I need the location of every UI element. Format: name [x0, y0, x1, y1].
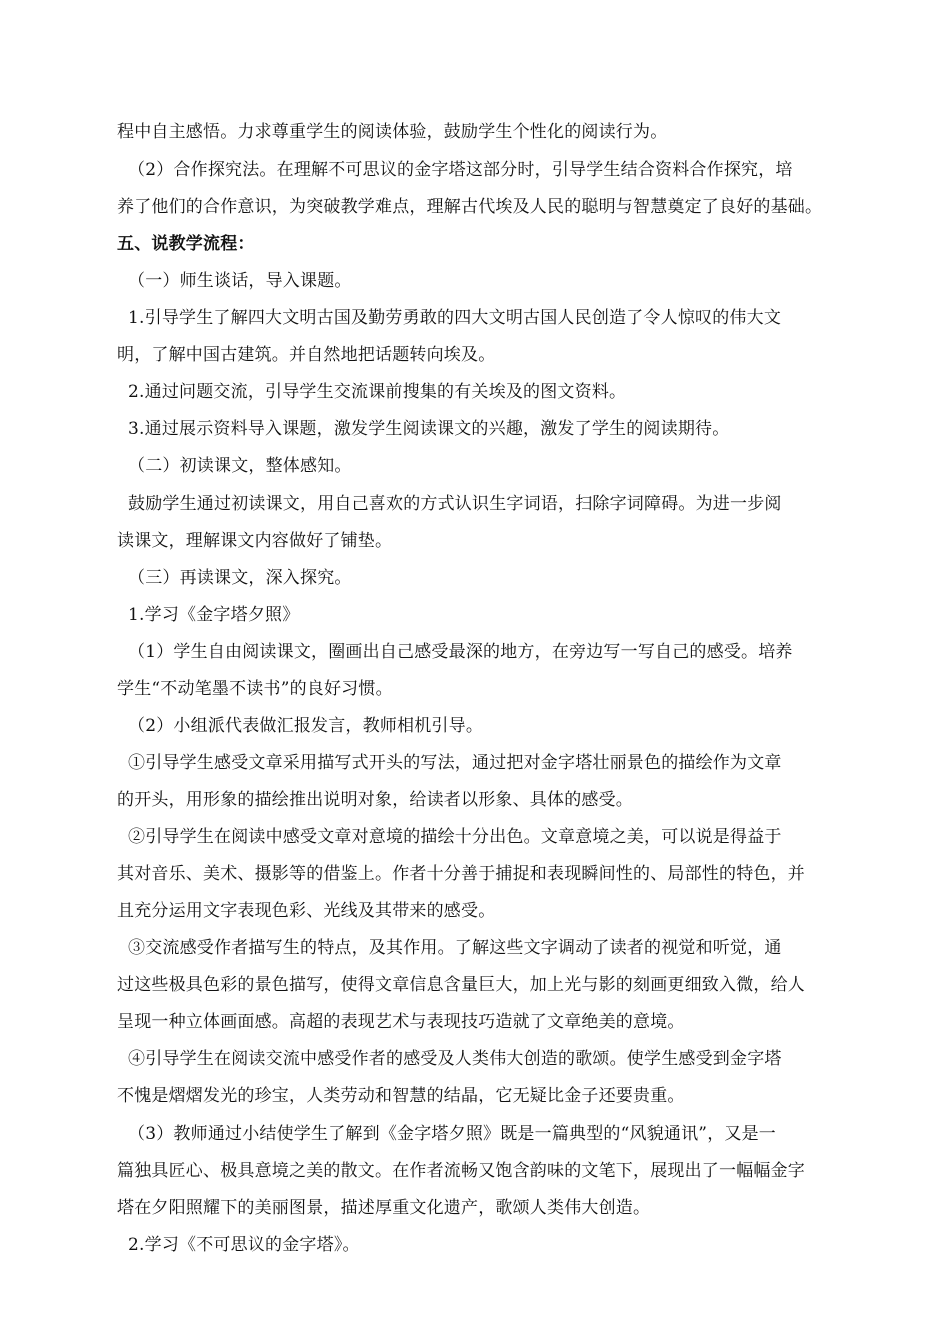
section-heading: 五、说教学流程：: [117, 234, 255, 254]
text-line: 呈现一种立体画面感。高超的表现艺术与表现技巧造就了文章绝美的意境。: [117, 1012, 685, 1032]
text-line: 2.学习《不可思议的金字塔》。: [128, 1235, 360, 1255]
text-line: 程中自主感悟。力求尊重学生的阅读体验，鼓励学生个性化的阅读行为。: [117, 122, 668, 142]
text-line: （三）再读课文，深入探究。: [128, 568, 352, 588]
text-line: ③交流感受作者描写生的特点，及其作用。了解这些文字调动了读者的视觉和听觉，通: [128, 938, 782, 958]
text-line: （二）初读课文，整体感知。: [128, 456, 352, 476]
text-line: 1.学习《金字塔夕照》: [128, 605, 300, 625]
text-line: 养了他们的合作意识，为突破教学难点，理解古代埃及人民的聪明与智慧奠定了良好的基础。: [117, 197, 823, 217]
text-line: 不愧是熠熠发光的珍宝，人类劳动和智慧的结晶，它无疑比金子还要贵重。: [117, 1086, 685, 1106]
text-line: 学生“不动笔墨不读书”的良好习惯。: [117, 679, 393, 699]
text-line: （1）学生自由阅读课文，圈画出自己感受最深的地方，在旁边写一写自己的感受。培养: [128, 642, 793, 662]
text-line: 3.通过展示资料导入课题，激发学生阅读课文的兴趣，激发了学生的阅读期待。: [128, 419, 730, 439]
text-line: （3）教师通过小结使学生了解到《金字塔夕照》既是一篇典型的“风貌通讯”，又是一: [128, 1124, 776, 1144]
text-line: 篇独具匠心、极具意境之美的散文。在作者流畅又饱含韵味的文笔下，展现出了一幅幅金字: [117, 1161, 805, 1181]
text-line: （2）合作探究法。在理解不可思议的金字塔这部分时，引导学生结合资料合作探究，培: [128, 160, 793, 180]
text-line: （一）师生谈话，导入课题。: [128, 271, 352, 291]
text-line: 其对音乐、美术、摄影等的借鉴上。作者十分善于捕捉和表现瞬间性的、局部性的特色，并: [117, 864, 805, 884]
text-line: 过这些极具色彩的景色描写，使得文章信息含量巨大，加上光与影的刻画更细致入微，给人: [117, 975, 805, 995]
text-line: ④引导学生在阅读交流中感受作者的感受及人类伟大创造的歌颂。使学生感受到金字塔: [128, 1049, 782, 1069]
text-line: ②引导学生在阅读中感受文章对意境的描绘十分出色。文章意境之美，可以说是得益于: [128, 827, 782, 847]
text-line: 1.引导学生了解四大文明古国及勤劳勇敢的四大文明古国人民创造了令人惊叹的伟大文: [128, 308, 782, 328]
text-line: 的开头，用形象的描绘推出说明对象，给读者以形象、具体的感受。: [117, 790, 633, 810]
text-line: （2）小组派代表做汇报发言，教师相机引导。: [128, 716, 484, 736]
text-line: 鼓励学生通过初读课文，用自己喜欢的方式认识生字词语，扫除字词障碍。为进一步阅: [128, 494, 782, 514]
text-line: 2.通过问题交流，引导学生交流课前搜集的有关埃及的图文资料。: [128, 382, 627, 402]
text-line: 塔在夕阳照耀下的美丽图景，描述厚重文化遗产，歌颂人类伟大创造。: [117, 1198, 651, 1218]
text-line: ①引导学生感受文章采用描写式开头的写法，通过把对金字塔壮丽景色的描绘作为文章: [128, 753, 782, 773]
text-line: 且充分运用文字表现色彩、光线及其带来的感受。: [117, 901, 496, 921]
text-line: 明，了解中国古建筑。并自然地把话题转向埃及。: [117, 345, 496, 365]
text-line: 读课文，理解课文内容做好了铺垫。: [117, 531, 393, 551]
